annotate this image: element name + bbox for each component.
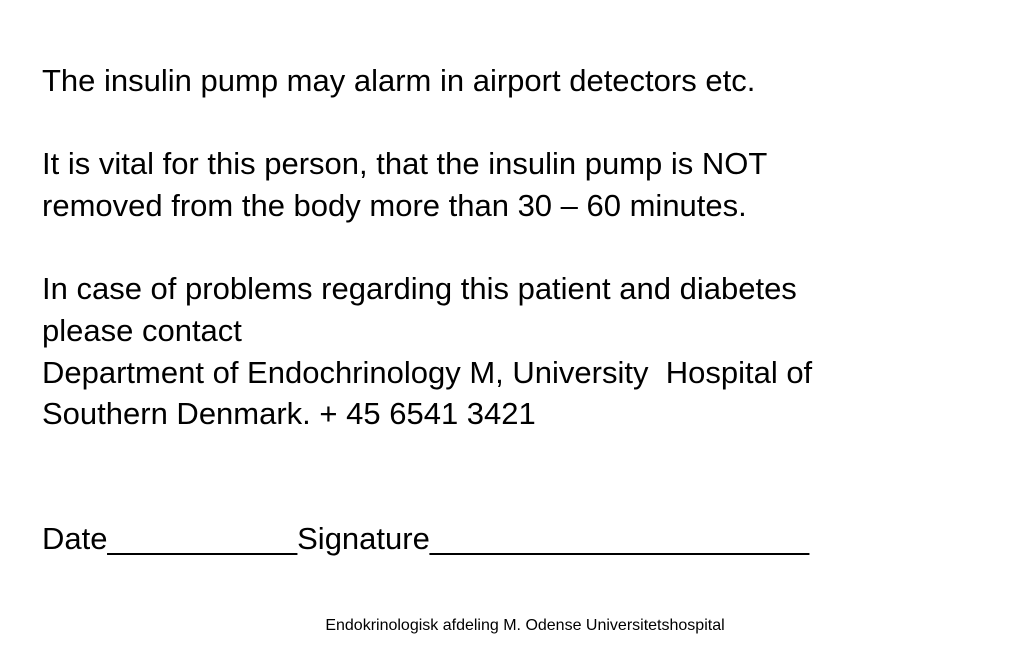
footer-text: Endokrinologisk afdeling M. Odense Universitetshospital — [325, 617, 725, 634]
department-line: Department of Endochrinology M, University Hospital of — [42, 355, 813, 390]
alarm-notice: The insulin pump may alarm in airport detectors etc. — [42, 63, 756, 98]
vital-warning-line-2: removed from the body more than 30 – 60 minutes. — [42, 188, 747, 223]
contact-instruction-line-2: please contact — [42, 313, 242, 348]
date-signature-line: Date___________Signature______________________ — [42, 521, 810, 556]
department-phone-line: Southern Denmark. + 45 6541 3421 — [42, 396, 536, 431]
vital-warning-line-1: It is vital for this person, that the insulin pump is NOT — [42, 146, 768, 181]
contact-instruction-line-1: In case of problems regarding this patient and diabetes — [42, 271, 797, 306]
